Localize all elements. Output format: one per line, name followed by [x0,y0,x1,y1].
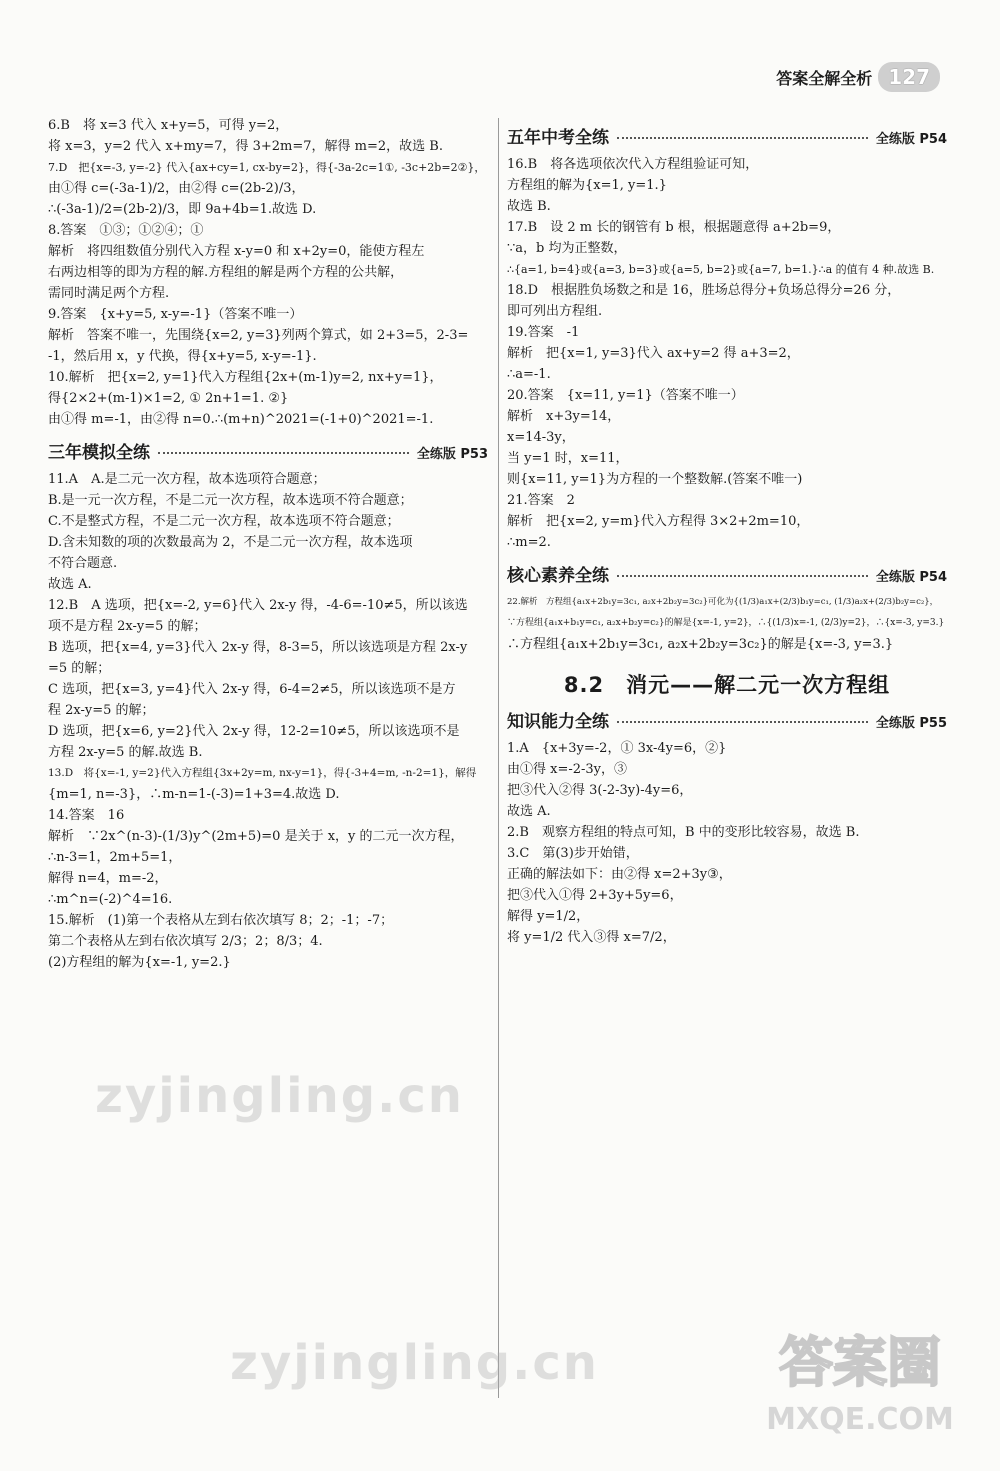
answer-line: 20.答案 {x=11, y=1}（答案不唯一） [507,388,744,403]
answer-line: 17.B 设 2 m 长的钢管有 b 根，根据题意得 a+2b=9， [507,220,841,235]
answer-line: 不符合题意. [48,556,118,571]
answer-line: B 选项，把{x=4, y=3}代入 2x-y 得，8-3=5，所以该选项是方程 2x-y [48,640,468,655]
section-leader-dots [617,721,868,723]
answer-line: 方程 2x-y=5 的解.故选 B. [48,745,203,760]
answer-line: C.不是整式方程，不是二元一次方程，故本选项不符合题意； [48,514,400,529]
section-page-ref: 全练版 P54 [875,132,947,147]
section-leader-dots [617,137,868,139]
answer-line: 18.D 根据胜负场数之和是 16，胜场总得分+负场总得分=26 分， [507,283,901,298]
answer-line: 解析 把{x=1, y=3}代入 ax+y=2 得 a+3=2， [507,346,800,361]
answer-line: 解析 ∵2x^(n-3)-(1/3)y^(2m+5)=0 是关于 x，y 的二元一次方程， [48,829,464,844]
answer-line: 解析 将四组数值分别代入方程 x-y=0 和 x+2y=0，能使方程左 [48,244,425,259]
section-heading [507,707,947,732]
page-number: 127 [878,62,940,92]
right-column [507,115,947,948]
answer-line: ∴(-3a-1)/2=(2b-2)/3，即 9a+4b=1.故选 D. [48,202,317,217]
answer-line: 第二个表格从左到右依次填写 2/3；2；8/3；4. [48,934,323,949]
section-title: 三年模拟全练 [48,443,150,463]
section-page-ref: 全练版 P53 [416,447,488,462]
answer-line: ∴方程组{a₁x+2b₁y=3c₁, a₂x+2b₂y=3c₂}的解是{x=-3, y=3.} [507,637,894,652]
answer-line: 故选 B. [507,199,551,214]
answer-line: ∴m^n=(-2)^4=16. [48,892,173,907]
answer-line: {m=1, n=-3}，∴m-n=1-(-3)=1+3=4.故选 D. [48,787,340,802]
left-column [48,115,488,973]
answer-line: 故选 A. [507,804,551,819]
section-heading [507,561,947,586]
answer-line: 15.解析 (1)第一个表格从左到右依次填写 8；2；-1；-7； [48,913,394,928]
section-leader-dots [158,452,409,454]
answer-line: 解析 x+3y=14， [507,409,621,424]
answer-line: ∴n-3=1，2m+5=1， [48,850,182,865]
answer-line: 将 x=3，y=2 代入 x+my=7，得 3+2m=7，解得 m=2，故选 B. [48,139,443,154]
column-divider [498,118,499,1398]
page-header [776,62,940,92]
answer-line: -1，然后用 x，y 代换，得{x+y=5, x-y=-1}. [48,349,317,364]
answer-line: 7.D 把{x=-3, y=-2} 代入{ax+cy=1, cx-by=2}，得{-3a-2c=1①, -3c+2b=2②}， [48,161,486,174]
answer-line: 19.答案 -1 [507,325,580,340]
answer-line: ∴a=-1. [507,367,551,382]
answer-line: 由①得 m=-1，由②得 n=0.∴(m+n)^2021=(-1+0)^2021=-1. [48,412,434,427]
answer-line: 1.A {x+3y=-2，① 3x-4y=6，②} [507,741,727,756]
answer-line: 由①得 c=(-3a-1)/2，由②得 c=(2b-2)/3， [48,181,305,196]
answer-line: D 选项，把{x=6, y=2}代入 2x-y 得，12-2=10≠5，所以该选项不是 [48,724,460,739]
answer-line: ∵a，b 均为正整数， [507,241,627,256]
answer-line: 正确的解法如下：由②得 x=2+3y③， [507,867,732,882]
watermark: zyjingling.cn [230,1335,599,1391]
answer-line: C 选项，把{x=3, y=4}代入 2x-y 得，6-4=2≠5，所以该选项不是方 [48,682,456,697]
answer-line: 则{x=11, y=1}为方程的一个整数解.(答案不唯一) [507,472,803,487]
answer-line: 3.C 第(3)步开始错， [507,846,639,861]
answer-line: 把③代入②得 3(-2-3y)-4y=6， [507,783,693,798]
answer-line: ∴{a=1, b=4}或{a=3, b=3}或{a=5, b=2}或{a=7, b=1.}∴a 的值有 4 种.故选 B. [507,263,935,276]
answer-line: 2.B 观察方程组的特点可知，B 中的变形比较容易，故选 B. [507,825,860,840]
answer-line: x=14-3y， [507,430,575,445]
section-page-ref: 全练版 P55 [875,716,947,731]
answer-line: 程 2x-y=5 的解； [48,703,155,718]
answer-line: 得{2×2+(m-1)×1=2, ① 2n+1=1. ②} [48,391,289,406]
answer-line: 22.解析 方程组{a₁x+2b₁y=3c₁, a₂x+2b₂y=3c₂}可化为{(1/3)a₁x+(2/3)b₁y=c₁, (1/3)a₂x+(2/3)b₂y=c₂}， [507,597,939,607]
answer-line: 当 y=1 时，x=11， [507,451,629,466]
answer-line: 9.答案 {x+y=5, x-y=-1}（答案不唯一） [48,307,303,322]
answer-line: 8.答案 ①③；①②④；① [48,223,204,238]
watermark: zyjingling.cn [95,1068,464,1124]
answer-line: 项不是方程 2x-y=5 的解； [48,619,207,634]
answer-line: D.含未知数的项的次数最高为 2，不是二元一次方程，故本选项 [48,535,413,550]
answer-line: (2)方程组的解为{x=-1, y=2.} [48,955,231,970]
section-title: 核心素养全练 [507,566,609,586]
section-page-ref: 全练版 P54 [875,570,947,585]
answer-line: 需同时满足两个方程. [48,286,170,301]
answer-line: 14.答案 16 [48,808,125,823]
answer-line: 解析 把{x=2, y=m}代入方程得 3×2+2m=10， [507,514,810,529]
answer-line: 故选 A. [48,577,92,592]
section-title: 知识能力全练 [507,712,609,732]
answer-line: 即可列出方程组. [507,304,603,319]
answer-line: 把③代入①得 2+3y+5y=6， [507,888,683,903]
answer-line: B.是一元一次方程，不是二元一次方程，故本选项不符合题意； [48,493,413,508]
answer-line: ∵方程组{a₁x+b₁y=c₁, a₂x+b₂y=c₂}的解是{x=-1, y=2}，∴{(1/3)x=-1, (2/3)y=2}，∴{x=-3, y=3.} [507,618,945,628]
answer-line: =5 的解； [48,661,111,676]
answer-line: 10.解析 把{x=2, y=1}代入方程组{2x+(m-1)y=2, nx+y=1}， [48,370,443,385]
answer-line: 右两边相等的即为方程的解.方程组的解是两个方程的公共解， [48,265,404,280]
answer-line: 6.B 将 x=3 代入 x+y=5，可得 y=2， [48,118,289,133]
answer-line: ∴m=2. [507,535,551,550]
answer-line: 将 y=1/2 代入③得 x=7/2， [507,930,676,945]
chapter-title: 8.2 消元——解二元一次方程组 [563,673,891,697]
answer-line: 12.B A 选项，把{x=-2, y=6}代入 2x-y 得，-4-6=-10≠5，所以该选 [48,598,468,613]
logo-main-text: 答案圈 [779,1331,941,1394]
site-logo [760,1311,960,1441]
section-heading [507,123,947,148]
logo-sub-text: MXQE.COM [766,1402,954,1437]
section-leader-dots [617,575,868,577]
answer-line: 解得 n=4，m=-2， [48,871,168,886]
answer-line: 11.A A.是二元一次方程，故本选项符合题意； [48,472,326,487]
answer-line: 16.B 将各选项依次代入方程组验证可知， [507,157,759,172]
header-title: 答案全解全析 [776,68,873,88]
answer-line: 由①得 x=-2-3y，③ [507,762,628,777]
answer-line: 方程组的解为{x=1, y=1.} [507,178,667,193]
answer-line: 13.D 将{x=-1, y=2}代入方程组{3x+2y=m, nx-y=1}，得{-3+4=m, -n-2=1}，解得 [48,767,477,779]
section-title: 五年中考全练 [507,128,609,148]
answer-line: 解得 y=1/2， [507,909,590,924]
answer-line: 解析 答案不唯一，先围绕{x=2, y=3}列两个算式，如 2+3=5，2-3= [48,328,469,343]
section-heading [48,438,488,463]
answer-line: 21.答案 2 [507,493,575,508]
